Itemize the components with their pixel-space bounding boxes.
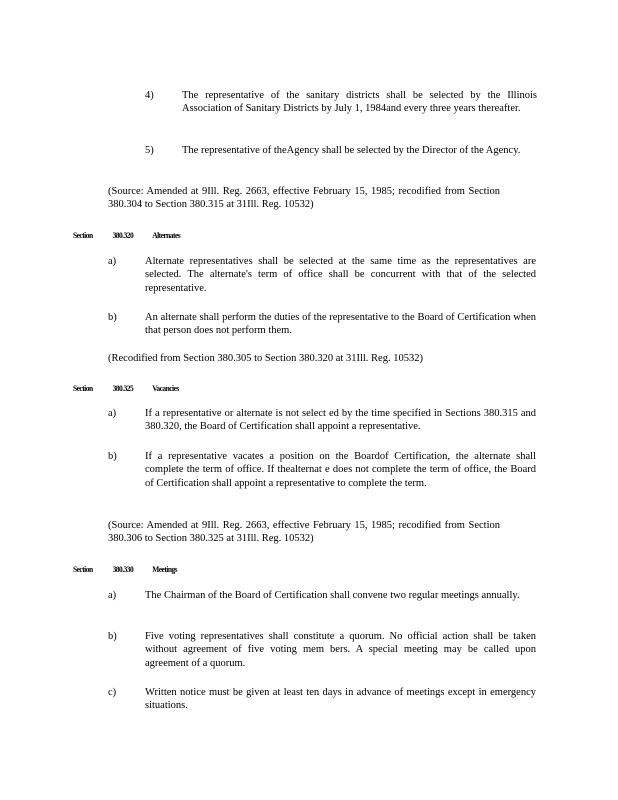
section-title: Alternates xyxy=(152,230,181,240)
section-word: Section xyxy=(73,383,93,393)
section-title: Vacancies xyxy=(152,383,179,393)
list-item-b xyxy=(108,311,536,339)
source-note: (Source: Amended at 9Ill. Reg. 2663, effective February 15, 1985; recodified from Section 380.306 to Section 380.325 at 31Ill. Reg. 10532) xyxy=(108,520,500,545)
item-text: If a representative or alternate is not select ed by the time specified in Sections 380.315 and 380.320, the Board of Certification shall appoint a representative. xyxy=(145,408,536,433)
item-text: An alternate shall perform the duties of the representative to the Board of Certification when that person does not perform them. xyxy=(145,312,536,337)
section-number: 380.325 xyxy=(112,383,134,393)
list-item-a xyxy=(108,407,536,435)
item-label: 4) xyxy=(145,90,154,101)
list-item-5 xyxy=(145,144,537,172)
item-label: a) xyxy=(108,590,117,601)
item-label: b) xyxy=(108,451,117,462)
source-note: (Recodified from Section 380.305 to Section 380.320 at 31Ill. Reg. 10532) xyxy=(108,353,423,364)
item-text: If a representative vacates a position on the Boardof Certification, the alternate shall complete the term of office. If thealternat e does not complete the term of office, the Board of Certification shall appoint a representative to complete the term. xyxy=(145,451,536,489)
item-text: Five voting representatives shall constitute a quorum. No official action shall be taken without agreement of five voting mem bers. A special meeting may be called upon agreement of a quorum. xyxy=(145,631,536,669)
list-item-b xyxy=(108,450,536,506)
item-text: Written notice must be given at least ten days in advance of meetings except in emergency situations. xyxy=(145,687,536,712)
item-label: 5) xyxy=(145,145,154,156)
item-text: Alternate representatives shall be selected at the same time as the representatives are selected. The alternate's term of office shall be concurrent with that of the selected representative. xyxy=(145,256,536,294)
list-item-c xyxy=(108,686,536,714)
section-number: 380.330 xyxy=(112,564,134,574)
item-text: The Chairman of the Board of Certification shall convene two regular meetings annually. xyxy=(145,590,520,601)
item-label: a) xyxy=(108,408,117,419)
item-text: The representative of theAgency shall be selected by the Director of the Agency. xyxy=(182,145,521,156)
item-label: b) xyxy=(108,312,117,323)
section-number: 380.320 xyxy=(112,230,134,240)
section-title: Meetings xyxy=(152,564,178,574)
item-label: b) xyxy=(108,631,117,642)
section-word: Section xyxy=(73,230,93,240)
item-label: a) xyxy=(108,256,117,267)
list-item-b xyxy=(108,630,536,672)
item-label: c) xyxy=(108,687,117,698)
list-item-a xyxy=(108,255,536,297)
source-note: (Source: Amended at 9Ill. Reg. 2663, effective February 15, 1985; recodified from Section 380.304 to Section 380.315 at 31Ill. Reg. 10532) xyxy=(108,186,500,211)
list-item-a xyxy=(108,589,528,617)
list-item-4 xyxy=(145,89,537,131)
section-word: Section xyxy=(73,564,93,574)
item-text: The representative of the sanitary districts shall be selected by the Illinois Association of Sanitary Districts by July 1, 1984and every three years thereafter. xyxy=(182,90,537,115)
